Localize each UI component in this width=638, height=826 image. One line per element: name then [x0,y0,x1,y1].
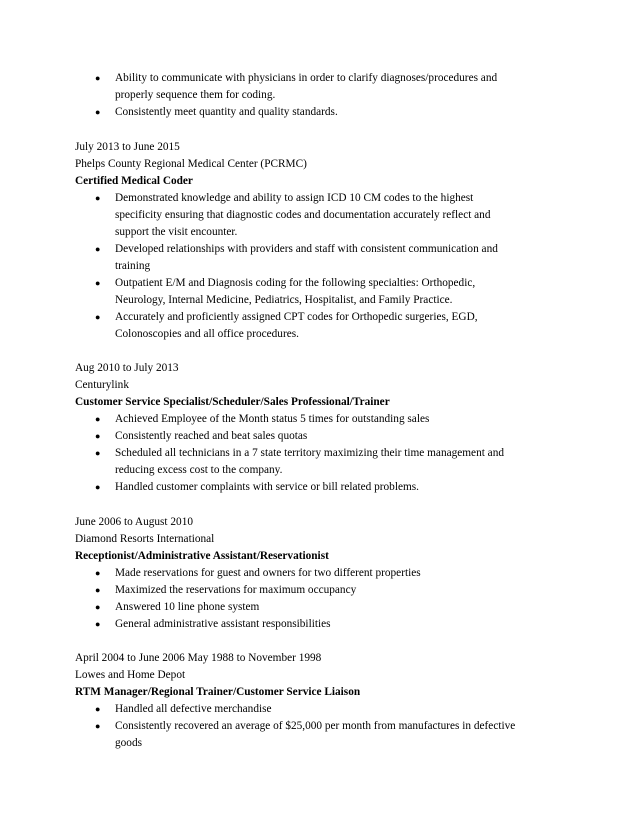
bullet-text: goods [115,737,142,749]
bullet-text: properly sequence them for coding. [115,89,276,101]
section-gap [75,121,555,139]
bullet-text: Handled customer complaints with service or bill related problems. [115,481,419,493]
job-dates: July 2013 to June 2015 [75,140,180,153]
bullet-icon: ● [95,192,101,203]
job-dates: Aug 2010 to July 2013 [75,362,179,374]
bullet-item [75,241,555,275]
bullet-item [75,275,555,309]
bullet-item [75,411,555,428]
bullet-text: Accurately and proficiently assigned CPT codes for Orthopedic surgeries, EGD, [115,310,478,323]
job-title: Receptionist/Administrative Assistant/Reservationist [75,549,329,562]
bullet-text: Handled all defective merchandise [115,703,272,715]
bullet-icon: ● [95,311,101,322]
job-section [75,650,555,752]
bullet-text: Developed relationships with providers and staff with consistent communication and [115,242,498,255]
bullet-icon: ● [95,584,101,595]
bullet-text: Ability to communicate with physicians in order to clarify diagnoses/procedures and [115,72,498,84]
job-title: RTM Manager/Regional Trainer/Customer Service Liaison [75,686,361,698]
bullet-icon: ● [95,277,101,288]
bullet-text: Outpatient E/M and Diagnosis coding for the following specialties: Orthopedic, [115,276,476,289]
bullet-icon: ● [95,567,101,578]
bullet-item [75,104,555,121]
bullet-icon: ● [95,448,101,458]
bullet-text: reducing excess cost to the company. [115,464,283,476]
bullet-text: Demonstrated knowledge and ability to assign ICD 10 CM codes to the highest [115,191,474,204]
section-gap [75,343,555,361]
bullet-icon: ● [95,414,101,424]
bullet-item [75,428,555,445]
resume-content [75,70,555,752]
bullet-text: Neurology, Internal Medicine, Pediatrics, Hospitalist, and Family Practice. [115,293,453,306]
bullet-text: specificity ensuring that diagnostic codes and documentation accurately reflect and [115,208,491,221]
bullet-item [75,309,555,343]
bullet-icon: ● [95,73,101,83]
job-bullet-list [75,411,555,496]
job-bullet-list [75,701,555,752]
bullet-text: Colonoscopies and all office procedures. [115,327,299,340]
job-dates: June 2006 to August 2010 [75,515,193,528]
bullet-icon: ● [95,482,101,492]
bullet-item [75,718,555,752]
job-company: Lowes and Home Depot [75,669,186,681]
bullet-text: General administrative assistant responsibilities [115,617,331,630]
bullet-item [75,701,555,718]
bullet-icon: ● [95,431,101,441]
bullet-icon: ● [95,243,101,254]
job-title: Customer Service Specialist/Scheduler/Sales Professional/Trainer [75,396,390,408]
bullet-item [75,582,555,599]
bullet-text: Made reservations for guest and owners for two different properties [115,566,421,579]
bullet-text: Achieved Employee of the Month status 5 times for outstanding sales [115,413,430,425]
section-gap [75,633,555,651]
bullet-item [75,479,555,496]
bullet-text: Scheduled all technicians in a 7 state territory maximizing their time management and [115,447,504,459]
bullet-item [75,599,555,616]
bullet-text: Consistently meet quantity and quality standards. [115,106,338,118]
bullet-icon: ● [95,704,101,714]
job-company: Centurylink [75,379,129,391]
top-bullet-list [75,70,555,121]
job-section [75,514,555,633]
bullet-text: training [115,259,151,272]
bullet-item [75,70,555,104]
bullet-item [75,190,555,241]
job-bullet-list [75,190,555,343]
bullet-icon: ● [95,601,101,612]
bullet-text: Answered 10 line phone system [115,600,260,613]
job-section [75,139,555,343]
bullet-item [75,565,555,582]
bullet-icon: ● [95,618,101,629]
bullet-item [75,616,555,633]
bullet-text: Consistently reached and beat sales quotas [115,430,308,442]
section-gap [75,496,555,514]
job-company: Phelps County Regional Medical Center (PCRMC) [75,157,307,170]
bullet-text: support the visit encounter. [115,225,238,238]
bullet-text: Maximized the reservations for maximum occupancy [115,583,357,596]
job-company: Diamond Resorts International [75,532,215,545]
job-dates: April 2004 to June 2006 May 1988 to November 1998 [75,652,322,664]
bullet-item [75,445,555,479]
bullet-text: Consistently recovered an average of $25,000 per month from manufactures in defective [115,720,516,732]
bullet-icon: ● [95,107,101,117]
job-title: Certified Medical Coder [75,174,193,187]
job-bullet-list [75,565,555,633]
bullet-icon: ● [95,721,101,731]
job-section [75,360,555,496]
